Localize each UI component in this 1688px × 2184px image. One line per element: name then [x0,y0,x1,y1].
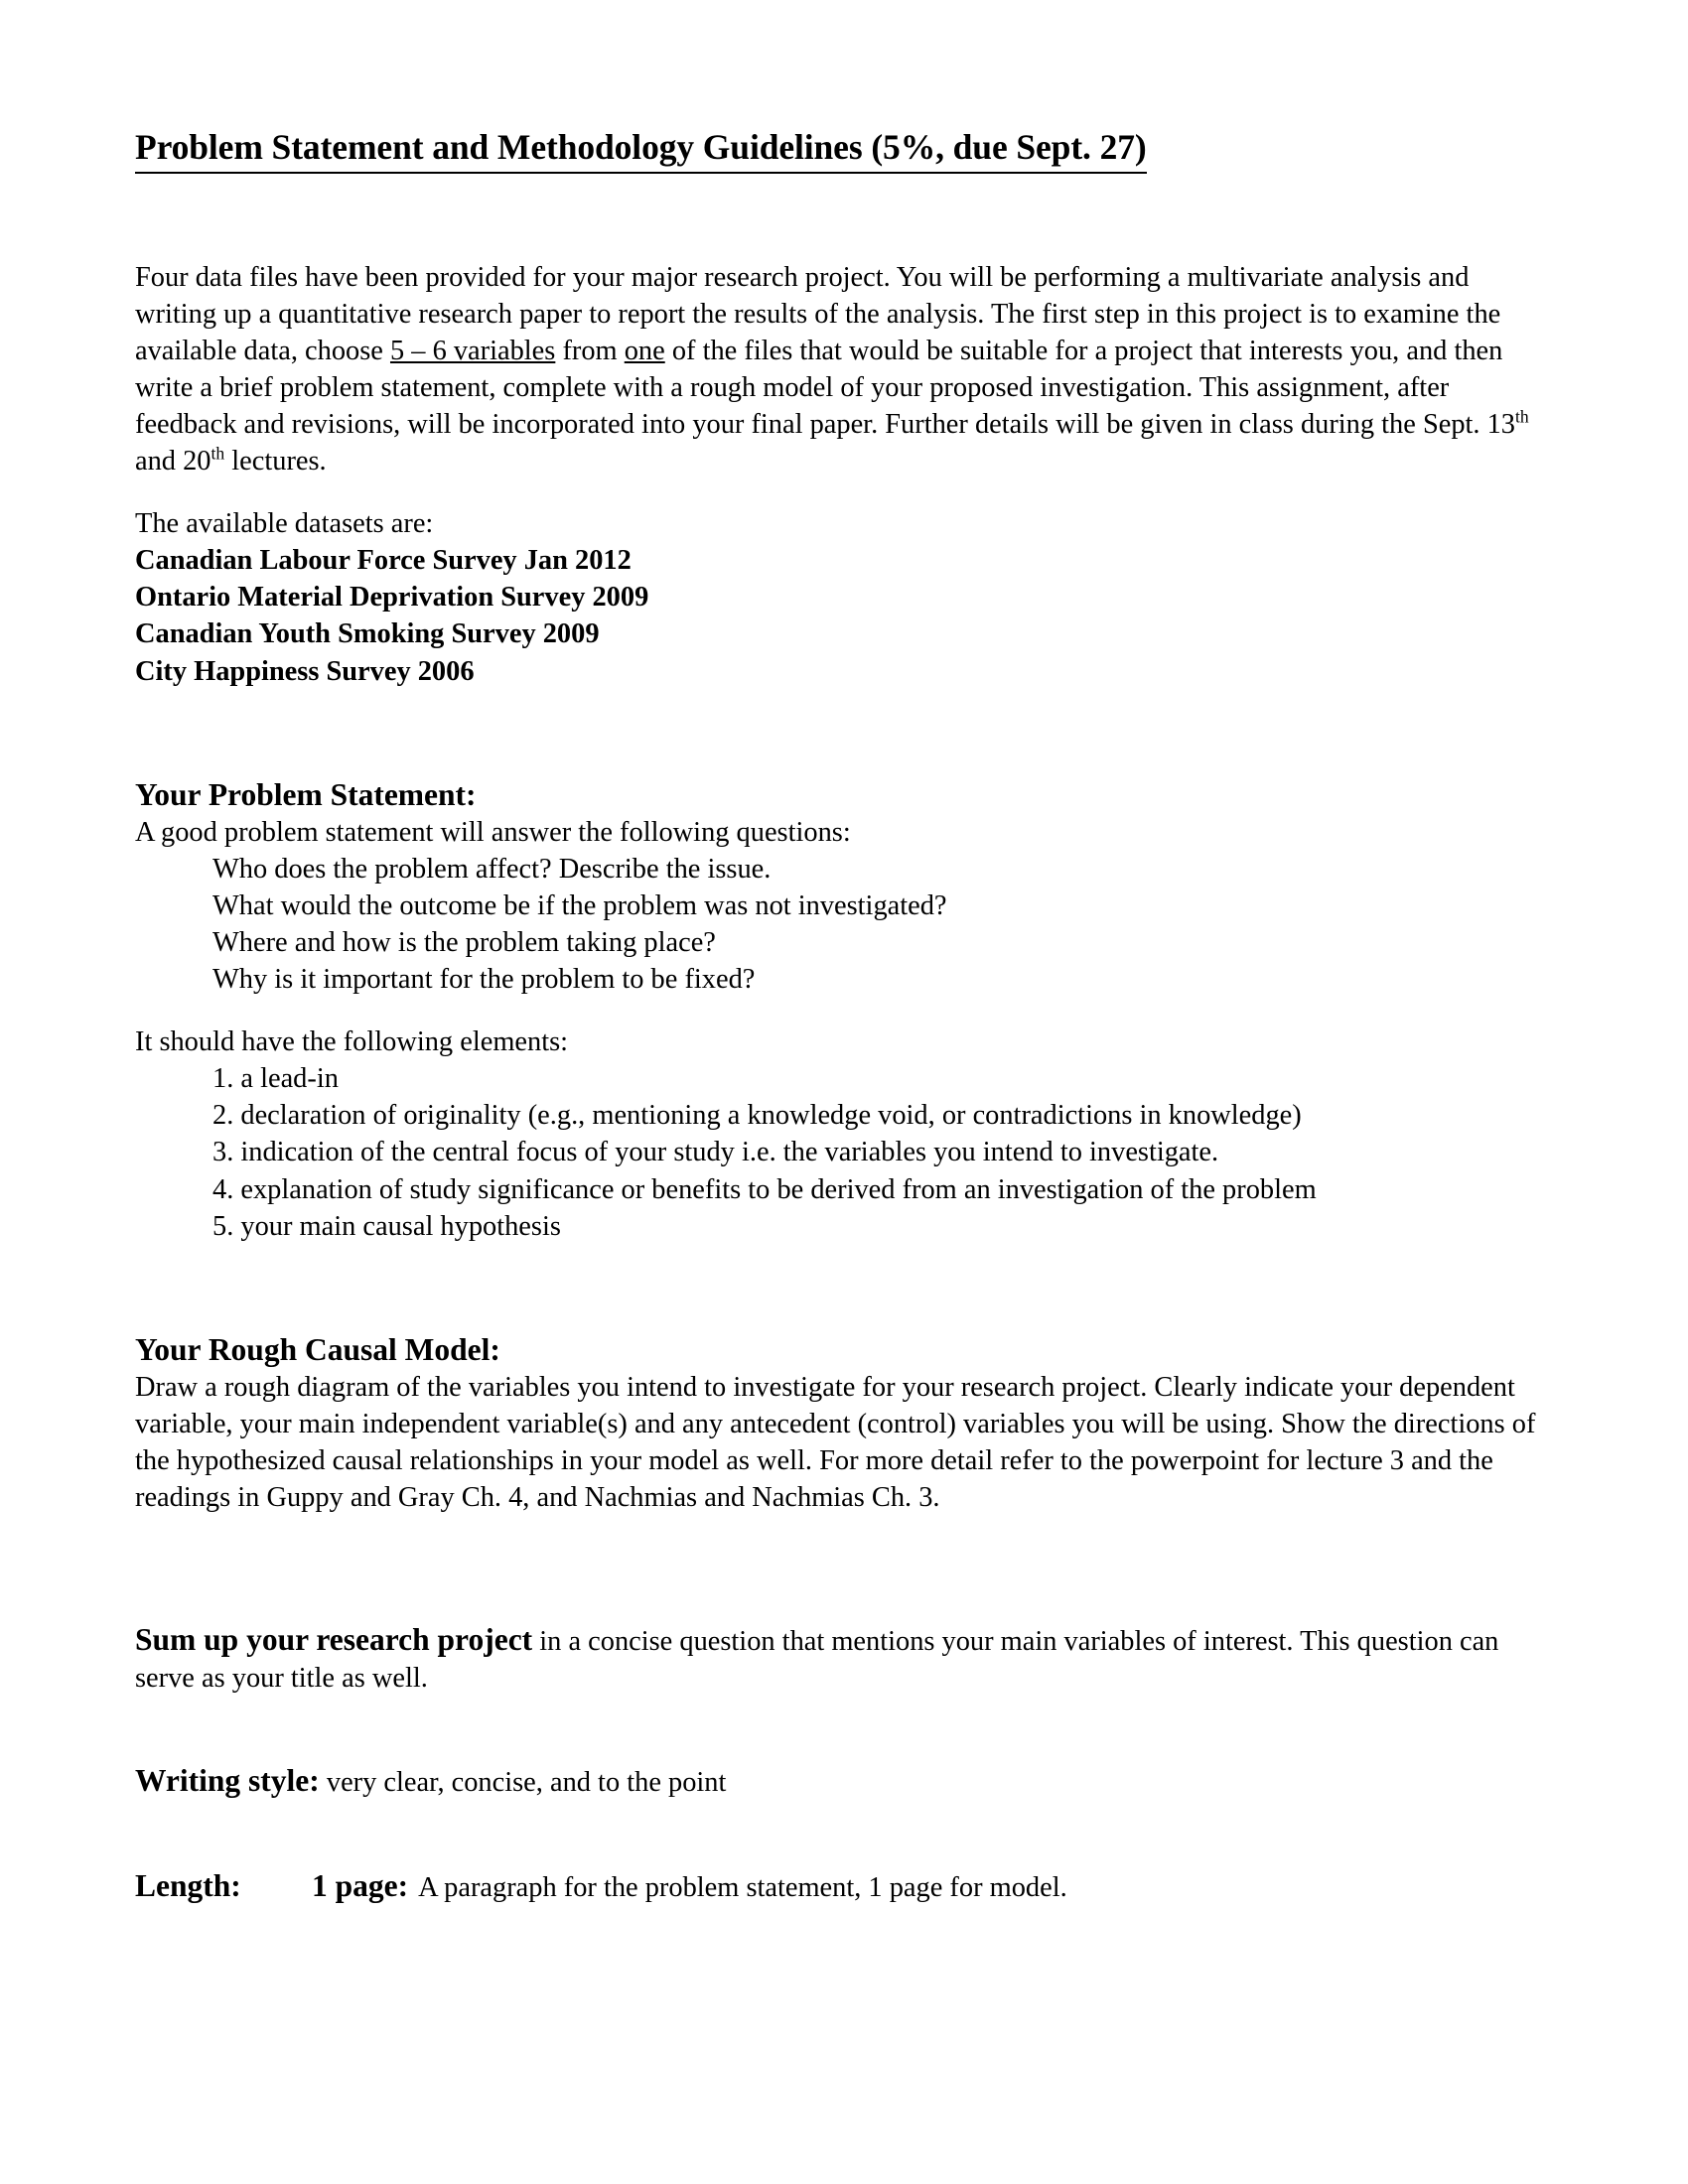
writing-style-value [320,1767,327,1798]
intro-superscript-13th: th [1515,406,1529,427]
intro-paragraph [135,259,1555,479]
spacer [135,174,1555,259]
writing-style-text: very clear, concise, and to the point [326,1767,727,1799]
intro-text-a: Four data files have been provided for your major research project. You will be performing a multivariate analysis and writing up a quantitative research paper to report the results of the analysis. The first step in this project is to examine the available data, choose [135,261,1501,366]
causal-model-body: Draw a rough diagram of the variables you intend to investigate for your research project. Clearly indicate your dependent variable, your main independent variable(s) and any antecedent (control) variables you will be using. Show the directions of the hypothesized causal relationships in your model as well. For more detail refer to the powerpoint for lecture 3 and the readings in Guppy and Gray Ch. 4, and Nachmias and Nachmias Ch. 3. [135,1372,1536,1514]
sum-up-lead: Sum up your research project [135,1622,533,1658]
spacer [135,1697,1555,1760]
sum-up-paragraph [135,1619,1555,1697]
intro-underline-one: one [624,336,665,366]
dataset-item: Canadian Labour Force Survey Jan 2012 [135,545,632,577]
page-title: Problem Statement and Methodology Guidelines (5%, due Sept. 27) [135,127,1147,174]
dataset-item: Ontario Material Deprivation Survey 2009 [135,582,649,614]
dataset-item: City Happiness Survey 2006 [135,655,475,687]
element-list-item: 2. declaration of originality (e.g., mentioning a knowledge void, or contradictions in knowledge) [212,1100,1302,1132]
length-value-bold: 1 page: [312,1867,409,1903]
datasets-intro: The available datasets are: [135,508,434,540]
intro-text-e: lectures. [224,446,327,478]
heading-problem-statement: Your Problem Statement: [135,776,477,812]
elements-lead: It should have the following elements: [135,1026,569,1058]
dataset-item: Canadian Youth Smoking Survey 2009 [135,618,600,650]
spacer [135,1516,1555,1619]
problem-question: Why is it important for the problem to be fixed? [212,964,756,996]
spacer [135,690,1555,775]
intro-text-b: from [555,336,625,366]
spacer [135,479,1555,505]
heading-rough-causal-model: Your Rough Causal Model: [135,1331,500,1367]
length-row [135,1865,1555,1906]
problem-statement-lead: A good problem statement will answer the following questions: [135,816,851,848]
sum-up-rest: in a concise question that mentions your main variables of interest. This question can serve as your title as well. [135,1626,1499,1695]
writing-style-label: Writing style: [135,1763,320,1799]
intro-text-c: of the files that would be suitable for a project that interests you, and then write a brief problem statement, complete with a rough model of your proposed investigation. This assignment, after feedback and revisions, will be incorporated into your final paper. Further details will be given in class during the Sept. 13 [135,336,1516,441]
spacer [135,1802,1555,1865]
spacer [135,998,1555,1024]
spacer [135,1245,1555,1330]
problem-question: Who does the problem affect? Describe the issue. [212,854,772,885]
element-list-item: 4. explanation of study significance or benefits to be derived from an investigation of the problem [212,1173,1317,1205]
element-list-item: 5. your main causal hypothesis [212,1210,561,1242]
length-value: A paragraph for the problem statement, 1 page for model. [418,1871,1067,1903]
intro-text-d: and 20 [135,446,211,478]
intro-superscript-20th: th [211,443,225,464]
element-list-item: 3. indication of the central focus of your study i.e. the variables you intend to investigate. [212,1137,1219,1168]
intro-underline-variables: 5 – 6 variables [389,336,556,366]
problem-question: What would the outcome be if the problem was not investigated? [212,890,947,922]
length-label: Length: [135,1867,241,1903]
writing-style-paragraph [135,1760,1555,1801]
element-list-item: 1. a lead-in [212,1063,339,1095]
document-content [135,127,1555,1906]
problem-question: Where and how is the problem taking place? [212,927,716,959]
